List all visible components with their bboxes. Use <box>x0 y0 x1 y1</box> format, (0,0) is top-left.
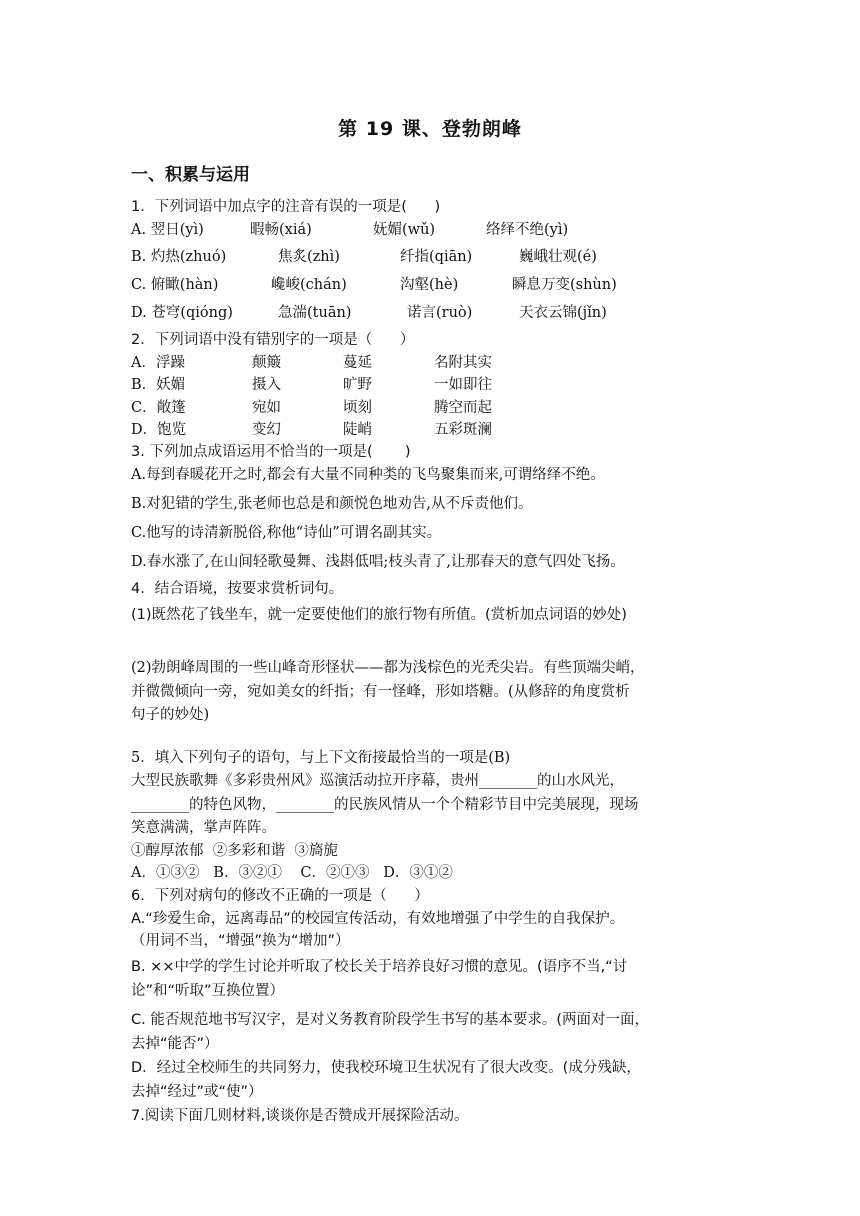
option-c-word-3: 顷刻 <box>343 400 372 416</box>
section-heading: 一、积累与运用 <box>131 165 250 185</box>
question-6-option-d-line-1: D．经过全校师生的共同努力，使我校环境卫生状况有了很大改变。(成分残缺， <box>131 1060 641 1076</box>
option-d-item-4: 天衣云锦(jǐn) <box>519 305 607 321</box>
option-a-word-1: A．浮躁 <box>131 355 185 371</box>
option-c-item-1: C. 俯瞰(hàn) <box>131 277 219 293</box>
question-4-part-2-line-3: 句子的妙处) <box>131 707 210 723</box>
question-7-stem: 7.阅读下面几则材料,谈谈你是否赞成开展探险活动。 <box>131 1108 469 1124</box>
option-a-word-4: 名附其实 <box>434 355 492 371</box>
question-6-option-c-line-1: C. 能否规范地书写汉字，是对义务教育阶段学生书写的基本要求。(两面对一面， <box>131 1012 649 1028</box>
option-a-item-3: 妩媚(wǔ) <box>373 222 436 238</box>
question-5-passage-line-1: 大型民族歌舞《多彩贵州风》巡演活动拉开序幕，贵州________的山水风光， <box>131 773 624 789</box>
question-6-option-b-line-1: B. ××中学的学生讨论并听取了校长关于培养良好习惯的意见。(语序不当,“讨 <box>131 959 628 975</box>
option-a-item-2: 暇畅(xiá) <box>250 222 312 238</box>
option-d-word-2: 变幻 <box>252 422 281 438</box>
option-a-word-2: 颠簸 <box>252 355 281 371</box>
option-c-item-3: 沟壑(hè) <box>400 277 459 293</box>
question-6-option-d-line-2: 去掉“经过”或“使”） <box>131 1084 263 1100</box>
question-6-option-c-line-2: 去掉“能否”） <box>131 1036 219 1052</box>
option-b-word-3: 旷野 <box>343 377 372 393</box>
question-5-choices: A．①③② B．③②① C．②①③ D．③①② <box>131 865 453 881</box>
option-d-word-1: D．饱览 <box>131 422 187 438</box>
question-5-passage-line-2: ________的特色风物，________的民族风情从一个个精彩节目中完美展现，现场 <box>131 797 639 813</box>
option-b-word-4: 一如即往 <box>434 377 492 393</box>
question-3-option-c: C.他写的诗清新脱俗,称他“诗仙”可谓名副其实。 <box>131 525 442 541</box>
question-6-option-b-line-2: 论”和“听取”互换位置） <box>131 983 285 999</box>
option-c-item-2: 巉峻(chán) <box>271 277 347 293</box>
option-b-item-1: B. 灼热(zhuó) <box>131 249 227 265</box>
option-b-item-4: 巍峨壮观(é) <box>519 249 597 265</box>
question-5-passage-line-3: 笑意满满，掌声阵阵。 <box>131 820 276 836</box>
question-2-stem: 2．下列词语中没有错别字的一项是（ ） <box>131 332 415 348</box>
question-4-part-2-line-2: 并微微倾向一旁，宛如美女的纤指；有一怪峰，形如塔糖。(从修辞的角度赏析 <box>131 684 630 700</box>
question-3-option-d: D.春水涨了,在山间轻歌曼舞、浅斟低唱;枝头青了,让那春天的意气四处飞扬。 <box>131 554 625 570</box>
page-title: 第 19 课、登勃朗峰 <box>338 118 522 140</box>
option-d-item-1: D. 苍穹(qióng) <box>131 305 233 321</box>
question-4-part-1: (1)既然花了钱坐车，就一定要使他们的旅行物有所值。(赏析加点词语的妙处) <box>131 607 627 623</box>
question-6-option-a-line-2: （用词不当，“增强”换为“增加”） <box>131 933 350 949</box>
question-6-stem: 6．下列对病句的修改不正确的一项是（ ） <box>131 888 429 904</box>
option-d-word-4: 五彩斑澜 <box>434 422 492 438</box>
option-b-item-3: 纤指(qiān) <box>400 249 473 265</box>
option-c-word-2: 宛如 <box>252 400 281 416</box>
option-c-item-4: 瞬息万变(shùn) <box>512 277 617 293</box>
option-b-item-2: 焦炙(zhì) <box>278 249 340 265</box>
option-c-word-4: 腾空而起 <box>434 400 492 416</box>
option-d-word-3: 陡峭 <box>343 422 372 438</box>
question-1-stem: 1．下列词语中加点字的注音有误的一项是( ) <box>131 199 441 215</box>
option-b-word-1: B．妖媚 <box>131 377 186 393</box>
question-3-option-b: B.对犯错的学生,张老师也总是和颜悦色地劝告,从不斥责他们。 <box>131 496 533 512</box>
question-6-option-a-line-1: A.“珍爱生命，远离毒品”的校园宣传活动，有效地增强了中学生的自我保护。 <box>131 911 625 927</box>
option-c-word-1: C．敞篷 <box>131 400 186 416</box>
option-a-word-3: 蔓延 <box>343 355 372 371</box>
question-4-part-2-line-1: (2)勃朗峰周围的一些山峰奇形怪状——都为浅棕色的光秃尖岩。有些顶端尖峭， <box>131 660 645 676</box>
question-3-stem: 3. 下列加点成语运用不恰当的一项是( ) <box>131 444 411 460</box>
option-a-item-4: 络绎不绝(yì) <box>486 222 569 238</box>
question-5-items: ①醇厚浓郁 ②多彩和谐 ③旖旎 <box>131 843 338 859</box>
option-d-item-3: 诺言(ruò) <box>407 305 473 321</box>
option-d-item-2: 急湍(tuān) <box>278 305 352 321</box>
question-4-stem: 4．结合语境，按要求赏析词句。 <box>131 581 344 597</box>
question-5-stem: 5．填入下列句子的语句，与上下文衔接最恰当的一项是(B) <box>131 750 511 766</box>
question-3-option-a: A.每到春暖花开之时,都会有大量不同种类的飞鸟聚集而来,可谓络绎不绝。 <box>131 467 605 483</box>
option-b-word-2: 摄入 <box>252 377 281 393</box>
option-a-item-1: A. 翌日(yì) <box>131 222 204 238</box>
